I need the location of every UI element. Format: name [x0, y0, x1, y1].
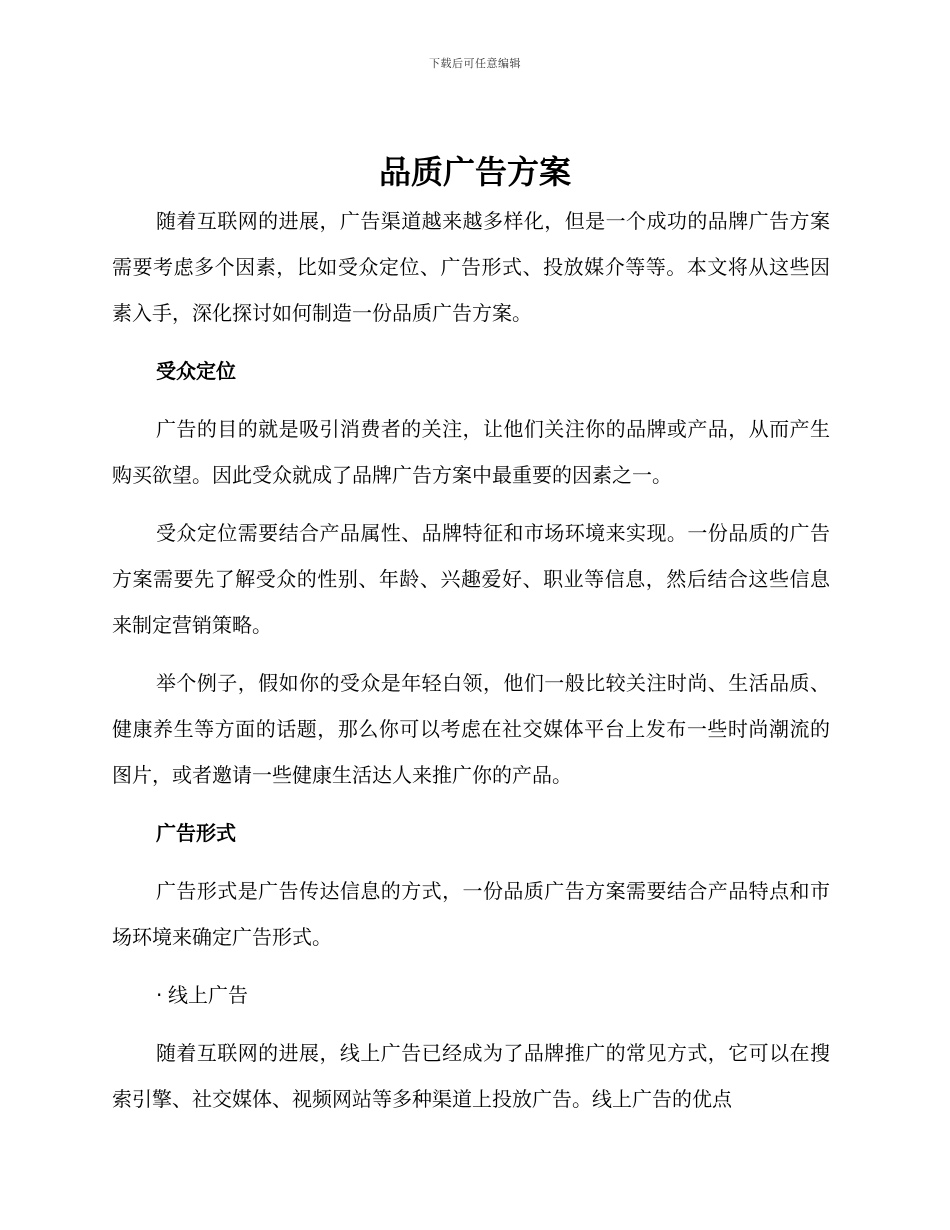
- header-note: 下载后可任意编辑: [429, 57, 521, 70]
- format-paragraph-2: 随着互联网的进展，线上广告已经成为了品牌推广的常见方式，它可以在搜索引擎、社交媒体、视频网站等多种渠道上投放广告。线上广告的优点: [112, 1041, 830, 1111]
- format-paragraph-1: 广告形式是广告传达信息的方式，一份品质广告方案需要结合产品特点和市场环境来确定广告形式。: [112, 879, 830, 949]
- intro-paragraph: 随着互联网的进展，广告渠道越来越多样化，但是一个成功的品牌广告方案需要考虑多个因素，比如受众定位、广告形式、投放媒介等等。本文将从这些因素入手，深化探讨如何制造一份品质广告方案。: [112, 209, 830, 325]
- document-title: 品质广告方案: [378, 153, 571, 191]
- audience-paragraph-3: 举个例子，假如你的受众是年轻白领，他们一般比较关注时尚、生活品质、健康养生等方面的话题，那么你可以考虑在社交媒体平台上发布一些时尚潮流的图片，或者邀请一些健康生活达人来推广你的产品。: [112, 671, 830, 787]
- audience-paragraph-2: 受众定位需要结合产品属性、品牌特征和市场环境来实现。一份品质的广告方案需要先了解受众的性别、年龄、兴趣爱好、职业等信息，然后结合这些信息来制定营销策略。: [112, 521, 830, 637]
- bullet-label: 线上广告: [168, 983, 248, 1007]
- bullet-online-ads: [112, 972, 830, 1018]
- section-heading-audience: 受众定位: [156, 359, 236, 383]
- section-heading-format: 广告形式: [156, 821, 236, 845]
- bullet-dot-icon: ·: [156, 983, 163, 1007]
- audience-paragraph-1: 广告的目的就是吸引消费者的关注，让他们关注你的品牌或产品，从而产生购买欲望。因此受众就成了品牌广告方案中最重要的因素之一。: [112, 417, 830, 487]
- document-body: [112, 198, 830, 1134]
